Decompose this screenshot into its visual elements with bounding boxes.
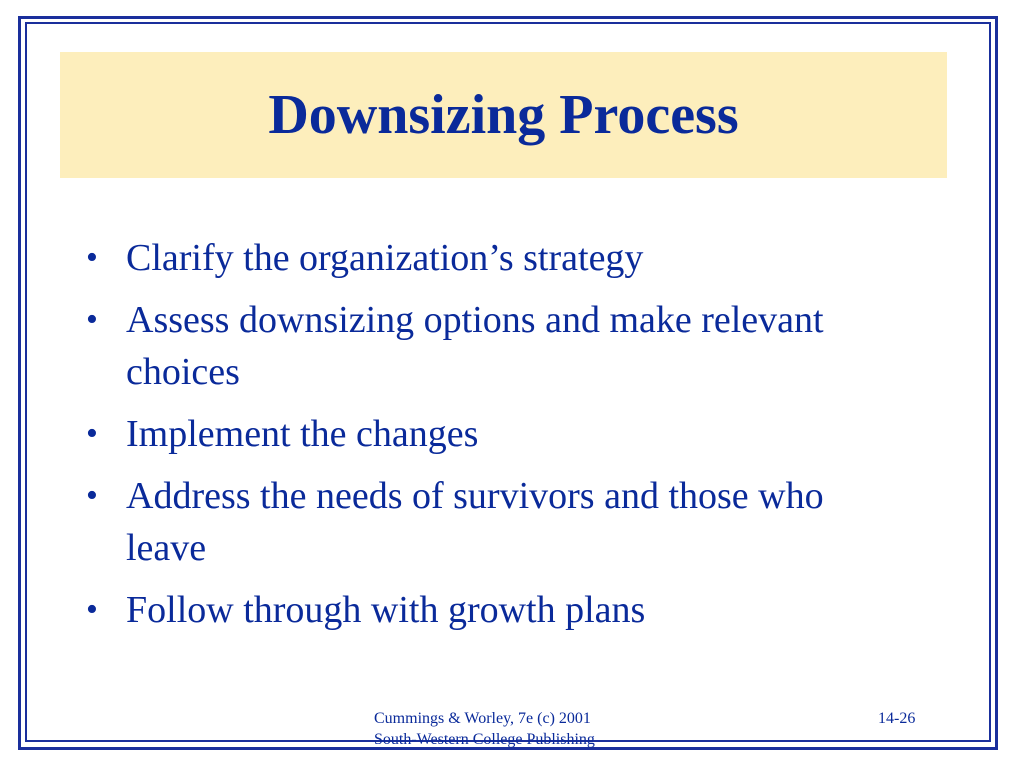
bullet-item	[86, 470, 906, 574]
bullet-list	[86, 232, 906, 646]
footer-credit-line2: South-Western College Publishing	[374, 731, 595, 748]
footer-credit	[374, 708, 595, 750]
bullet-text: Address the needs of survivors and those who leave	[126, 475, 824, 569]
bullet-item	[86, 294, 906, 398]
bullet-icon: •	[86, 239, 98, 276]
bullet-icon: •	[86, 415, 98, 452]
title-band	[60, 52, 947, 178]
bullet-item	[86, 584, 906, 636]
bullet-icon: •	[86, 477, 98, 514]
page-number: 14-26	[878, 710, 916, 727]
bullet-text: Assess downsizing options and make relevant choices	[126, 299, 824, 393]
bullet-icon: •	[86, 591, 98, 628]
bullet-text: Follow through with growth plans	[126, 589, 646, 631]
bullet-text: Clarify the organization’s strategy	[126, 237, 644, 279]
bullet-text: Implement the changes	[126, 413, 479, 455]
bullet-item	[86, 408, 906, 460]
bullet-icon: •	[86, 301, 98, 338]
footer-credit-line1: Cummings & Worley, 7e (c) 2001	[374, 710, 591, 727]
slide-title: Downsizing Process	[268, 84, 739, 146]
bullet-item	[86, 232, 906, 284]
